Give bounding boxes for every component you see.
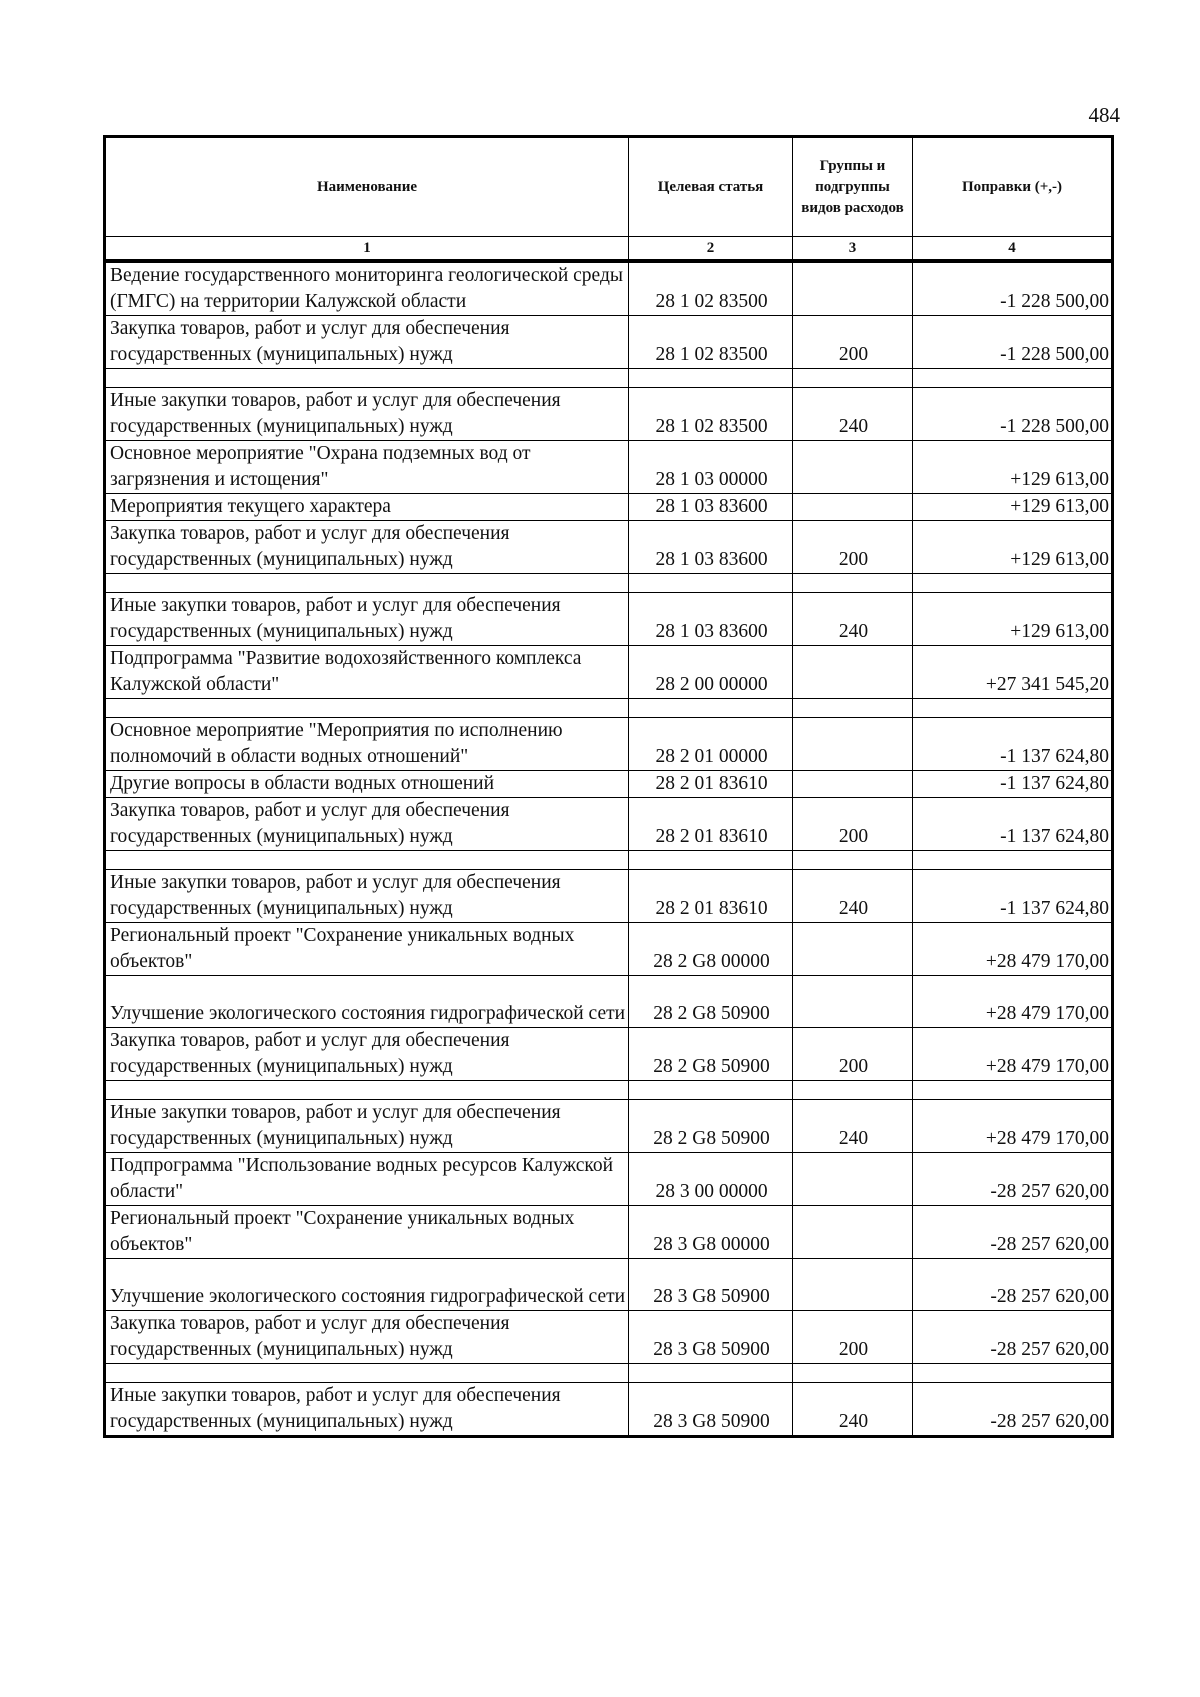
spacer-row xyxy=(105,699,1113,718)
spacer-cell xyxy=(629,1081,793,1100)
expense-group-cell: 240 xyxy=(793,388,913,441)
spacer-row xyxy=(105,369,1113,388)
amendment-cell: -1 228 500,00 xyxy=(913,388,1113,441)
spacer-cell xyxy=(913,699,1113,718)
header-expense-groups: Группы и подгруппы видов расходов xyxy=(793,137,913,237)
name-cell: Подпрограмма "Развитие водохозяйственного комплекса Калужской области" xyxy=(105,646,629,699)
target-article-cell: 28 2 00 00000 xyxy=(629,646,793,699)
amendment-cell: -1 137 624,80 xyxy=(913,718,1113,771)
expense-group-cell: 200 xyxy=(793,316,913,369)
target-article-cell: 28 2 G8 50900 xyxy=(629,976,793,1028)
column-number: 4 xyxy=(913,237,1113,262)
expense-group-cell: 240 xyxy=(793,593,913,646)
target-article-cell: 28 1 03 83600 xyxy=(629,521,793,574)
spacer-cell xyxy=(793,851,913,870)
table-row xyxy=(105,646,1113,699)
table-row xyxy=(105,798,1113,851)
spacer-cell xyxy=(105,699,629,718)
spacer-cell xyxy=(105,574,629,593)
expense-group-cell: 200 xyxy=(793,1311,913,1364)
amendment-cell: +27 341 545,20 xyxy=(913,646,1113,699)
spacer-cell xyxy=(793,369,913,388)
spacer-cell xyxy=(629,1364,793,1383)
expense-group-cell: 240 xyxy=(793,870,913,923)
amendment-cell: +129 613,00 xyxy=(913,521,1113,574)
table-row xyxy=(105,494,1113,521)
table-row xyxy=(105,976,1113,1028)
header-name: Наименование xyxy=(105,137,629,237)
expense-group-cell xyxy=(793,1206,913,1259)
table-row xyxy=(105,593,1113,646)
spacer-cell xyxy=(105,1081,629,1100)
amendment-cell: -1 137 624,80 xyxy=(913,771,1113,798)
target-article-cell: 28 3 G8 50900 xyxy=(629,1311,793,1364)
spacer-cell xyxy=(105,851,629,870)
expense-group-cell xyxy=(793,1153,913,1206)
table-row xyxy=(105,1206,1113,1259)
amendment-cell: +28 479 170,00 xyxy=(913,1100,1113,1153)
spacer-cell xyxy=(793,1364,913,1383)
table-row xyxy=(105,521,1113,574)
expense-group-cell xyxy=(793,261,913,316)
expense-group-cell xyxy=(793,718,913,771)
table-row xyxy=(105,1311,1113,1364)
target-article-cell: 28 1 02 83500 xyxy=(629,316,793,369)
column-number: 1 xyxy=(105,237,629,262)
name-cell: Закупка товаров, работ и услуг для обеспечения государственных (муниципальных) нужд xyxy=(105,1311,629,1364)
amendment-cell: -1 137 624,80 xyxy=(913,798,1113,851)
name-cell: Региональный проект "Сохранение уникальных водных объектов" xyxy=(105,1206,629,1259)
spacer-row xyxy=(105,851,1113,870)
spacer-row xyxy=(105,1081,1113,1100)
spacer-cell xyxy=(913,574,1113,593)
name-cell: Иные закупки товаров, работ и услуг для обеспечения государственных (муниципальных) нужд xyxy=(105,870,629,923)
target-article-cell: 28 1 03 83600 xyxy=(629,494,793,521)
amendment-cell: -28 257 620,00 xyxy=(913,1259,1113,1311)
expense-group-cell: 240 xyxy=(793,1383,913,1437)
spacer-cell xyxy=(105,1364,629,1383)
spacer-cell xyxy=(629,851,793,870)
spacer-row xyxy=(105,574,1113,593)
amendment-cell: +28 479 170,00 xyxy=(913,923,1113,976)
amendment-cell: +129 613,00 xyxy=(913,494,1113,521)
table-row xyxy=(105,388,1113,441)
table-row xyxy=(105,316,1113,369)
target-article-cell: 28 2 01 83610 xyxy=(629,771,793,798)
amendment-cell: -28 257 620,00 xyxy=(913,1206,1113,1259)
name-cell: Мероприятия текущего характера xyxy=(105,494,629,521)
expense-group-cell xyxy=(793,1259,913,1311)
header-amendments: Поправки (+,-) xyxy=(913,137,1113,237)
target-article-cell: 28 3 G8 50900 xyxy=(629,1259,793,1311)
amendment-cell: -1 137 624,80 xyxy=(913,870,1113,923)
target-article-cell: 28 2 01 83610 xyxy=(629,798,793,851)
expense-group-cell: 240 xyxy=(793,1100,913,1153)
expense-group-cell xyxy=(793,923,913,976)
spacer-cell xyxy=(793,574,913,593)
table-row xyxy=(105,771,1113,798)
amendment-cell: -1 228 500,00 xyxy=(913,316,1113,369)
name-cell: Закупка товаров, работ и услуг для обеспечения государственных (муниципальных) нужд xyxy=(105,521,629,574)
column-number: 3 xyxy=(793,237,913,262)
target-article-cell: 28 1 03 00000 xyxy=(629,441,793,494)
target-article-cell: 28 2 G8 50900 xyxy=(629,1028,793,1081)
spacer-cell xyxy=(793,1081,913,1100)
spacer-cell xyxy=(913,1364,1113,1383)
name-cell: Основное мероприятие "Охрана подземных вод от загрязнения и истощения" xyxy=(105,441,629,494)
amendment-cell: -28 257 620,00 xyxy=(913,1383,1113,1437)
target-article-cell: 28 1 02 83500 xyxy=(629,388,793,441)
spacer-cell xyxy=(629,699,793,718)
name-cell: Иные закупки товаров, работ и услуг для обеспечения государственных (муниципальных) нужд xyxy=(105,1100,629,1153)
table-row xyxy=(105,1028,1113,1081)
name-cell: Улучшение экологического состояния гидрографической сети xyxy=(105,1259,629,1311)
spacer-cell xyxy=(913,369,1113,388)
name-cell: Региональный проект "Сохранение уникальных водных объектов" xyxy=(105,923,629,976)
spacer-row xyxy=(105,1364,1113,1383)
amendment-cell: +129 613,00 xyxy=(913,441,1113,494)
name-cell: Иные закупки товаров, работ и услуг для обеспечения государственных (муниципальных) нужд xyxy=(105,593,629,646)
target-article-cell: 28 3 G8 00000 xyxy=(629,1206,793,1259)
table-row xyxy=(105,923,1113,976)
spacer-cell xyxy=(629,574,793,593)
table-row xyxy=(105,1259,1113,1311)
budget-amendments-table xyxy=(103,135,1114,1438)
target-article-cell: 28 2 G8 00000 xyxy=(629,923,793,976)
spacer-cell xyxy=(913,851,1113,870)
table-row xyxy=(105,261,1113,316)
amendment-cell: -28 257 620,00 xyxy=(913,1311,1113,1364)
amendment-cell: -1 228 500,00 xyxy=(913,261,1113,316)
amendment-cell: -28 257 620,00 xyxy=(913,1153,1113,1206)
page-number: 484 xyxy=(1088,103,1120,127)
spacer-cell xyxy=(913,1081,1113,1100)
amendment-cell: +28 479 170,00 xyxy=(913,976,1113,1028)
expense-group-cell xyxy=(793,771,913,798)
table-row xyxy=(105,718,1113,771)
column-number: 2 xyxy=(629,237,793,262)
table-row xyxy=(105,1153,1113,1206)
target-article-cell: 28 3 G8 50900 xyxy=(629,1383,793,1437)
name-cell: Подпрограмма "Использование водных ресурсов Калужской области" xyxy=(105,1153,629,1206)
name-cell: Улучшение экологического состояния гидрографической сети xyxy=(105,976,629,1028)
name-cell: Иные закупки товаров, работ и услуг для обеспечения государственных (муниципальных) нужд xyxy=(105,388,629,441)
table-body xyxy=(105,261,1113,1437)
expense-group-cell xyxy=(793,441,913,494)
expense-group-cell: 200 xyxy=(793,798,913,851)
name-cell: Закупка товаров, работ и услуг для обеспечения государственных (муниципальных) нужд xyxy=(105,1028,629,1081)
expense-group-cell: 200 xyxy=(793,1028,913,1081)
expense-group-cell xyxy=(793,976,913,1028)
column-number-row xyxy=(105,237,1113,262)
header-target-article: Целевая статья xyxy=(629,137,793,237)
header-row xyxy=(105,137,1113,237)
name-cell: Ведение государственного мониторинга геологической среды (ГМГС) на территории Калужской области xyxy=(105,261,629,316)
table-row xyxy=(105,1383,1113,1437)
table-row xyxy=(105,870,1113,923)
name-cell: Закупка товаров, работ и услуг для обеспечения государственных (муниципальных) нужд xyxy=(105,798,629,851)
target-article-cell: 28 1 02 83500 xyxy=(629,261,793,316)
amendment-cell: +129 613,00 xyxy=(913,593,1113,646)
name-cell: Закупка товаров, работ и услуг для обеспечения государственных (муниципальных) нужд xyxy=(105,316,629,369)
spacer-cell xyxy=(629,369,793,388)
table-row xyxy=(105,1100,1113,1153)
name-cell: Иные закупки товаров, работ и услуг для обеспечения государственных (муниципальных) нужд xyxy=(105,1383,629,1437)
spacer-cell xyxy=(105,369,629,388)
target-article-cell: 28 2 01 83610 xyxy=(629,870,793,923)
target-article-cell: 28 1 03 83600 xyxy=(629,593,793,646)
target-article-cell: 28 2 G8 50900 xyxy=(629,1100,793,1153)
expense-group-cell xyxy=(793,646,913,699)
name-cell: Другие вопросы в области водных отношений xyxy=(105,771,629,798)
name-cell: Основное мероприятие "Мероприятия по исполнению полномочий в области водных отношений" xyxy=(105,718,629,771)
target-article-cell: 28 3 00 00000 xyxy=(629,1153,793,1206)
expense-group-cell xyxy=(793,494,913,521)
amendment-cell: +28 479 170,00 xyxy=(913,1028,1113,1081)
target-article-cell: 28 2 01 00000 xyxy=(629,718,793,771)
expense-group-cell: 200 xyxy=(793,521,913,574)
table-row xyxy=(105,441,1113,494)
spacer-cell xyxy=(793,699,913,718)
